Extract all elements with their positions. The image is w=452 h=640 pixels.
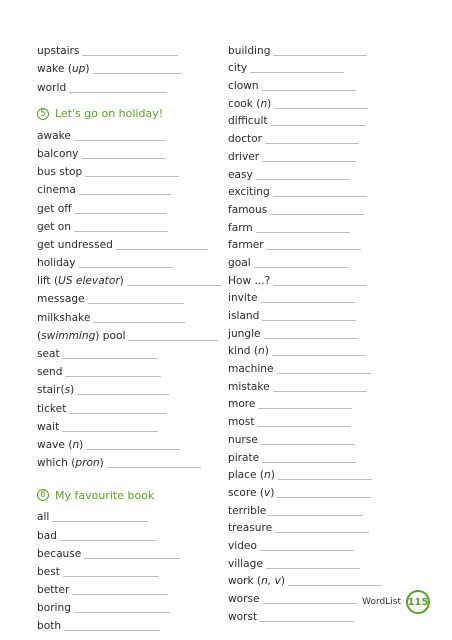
word-entry	[37, 379, 215, 397]
word-text: place (n)	[228, 469, 275, 482]
write-in-line[interactable]	[85, 176, 179, 177]
word-text: island	[228, 310, 260, 322]
write-in-line[interactable]	[256, 179, 350, 180]
word-text: (swimming) pool	[37, 329, 126, 342]
word-entry	[37, 543, 215, 561]
write-in-line[interactable]	[274, 108, 368, 109]
right-column	[228, 40, 378, 624]
write-in-line[interactable]	[93, 73, 181, 74]
write-in-line[interactable]	[262, 320, 356, 321]
word-entry	[228, 535, 378, 553]
write-in-line[interactable]	[254, 267, 348, 268]
write-in-line[interactable]	[273, 391, 367, 392]
write-in-line[interactable]	[107, 467, 201, 468]
write-in-line[interactable]	[74, 612, 170, 613]
write-in-line[interactable]	[277, 373, 371, 374]
word-entry	[228, 93, 378, 111]
write-in-line[interactable]	[262, 161, 356, 162]
word-text: worse	[228, 593, 260, 605]
word-entry	[228, 199, 378, 217]
word-entry	[37, 524, 215, 542]
write-in-line[interactable]	[52, 521, 148, 522]
word-text: terrible	[228, 504, 267, 517]
word-entry	[228, 465, 378, 483]
word-text: bus stop	[37, 166, 83, 179]
write-in-line[interactable]	[65, 376, 161, 377]
word-entry	[228, 128, 378, 146]
write-in-line[interactable]	[75, 213, 167, 214]
word-text: holiday	[37, 257, 76, 270]
write-in-line[interactable]	[74, 231, 168, 232]
write-in-line[interactable]	[275, 532, 369, 533]
write-in-line[interactable]	[256, 232, 350, 233]
write-in-line[interactable]	[64, 630, 160, 631]
word-text: milkshake	[37, 311, 91, 324]
word-entry	[228, 358, 378, 376]
word-entry	[228, 288, 378, 306]
word-text: famous	[228, 203, 268, 216]
unit-5-list	[37, 125, 215, 471]
word-text: message	[37, 293, 85, 306]
unit-6-title: My favourite book	[55, 488, 155, 502]
word-entry	[228, 75, 378, 93]
write-in-line[interactable]	[288, 585, 382, 586]
word-entry	[228, 571, 378, 589]
word-text: boring	[37, 602, 71, 615]
write-in-line[interactable]	[60, 540, 156, 541]
word-text: more	[228, 398, 256, 411]
word-entry	[37, 216, 215, 234]
word-text: mistake	[228, 380, 270, 393]
word-entry	[37, 343, 215, 361]
page-footer	[362, 590, 430, 614]
write-in-line[interactable]	[257, 426, 351, 427]
write-in-line[interactable]	[273, 55, 367, 56]
word-text: village	[228, 557, 263, 570]
word-entry	[228, 447, 378, 465]
left-top-list	[37, 40, 215, 95]
word-entry	[37, 615, 215, 633]
word-text: clown	[228, 80, 259, 93]
word-text: wake (up)	[37, 63, 90, 76]
word-text: easy	[228, 168, 253, 181]
word-entry	[228, 411, 378, 429]
word-entry	[228, 376, 378, 394]
word-text: doctor	[228, 133, 263, 146]
word-entry	[37, 125, 215, 143]
word-entry	[37, 197, 215, 215]
word-entry	[37, 234, 215, 252]
word-entry	[37, 597, 215, 615]
word-text: best	[37, 565, 60, 578]
word-text: seat	[37, 348, 60, 360]
word-text: treasure	[228, 522, 273, 535]
write-in-line[interactable]	[272, 355, 366, 356]
unit-6-list	[37, 506, 215, 633]
write-in-line[interactable]	[81, 158, 165, 159]
word-entry	[228, 394, 378, 412]
word-entry	[228, 588, 378, 606]
page-number: 115	[406, 590, 430, 614]
word-text: nurse	[228, 433, 258, 446]
word-text: building	[228, 44, 271, 57]
word-text: video	[228, 539, 257, 552]
word-entry	[37, 325, 215, 343]
word-text: kind (n)	[228, 345, 269, 358]
word-text: get on	[37, 220, 71, 233]
word-text: farmer	[228, 239, 264, 252]
word-entry	[228, 252, 378, 270]
word-entry	[228, 606, 378, 624]
write-in-line[interactable]	[74, 140, 166, 141]
word-text: lift (US elevator)	[37, 275, 124, 288]
word-text: get off	[37, 202, 72, 215]
word-entry	[37, 561, 215, 579]
word-entry	[228, 182, 378, 200]
write-in-line[interactable]	[277, 497, 371, 498]
word-text: most	[228, 416, 255, 429]
word-entry	[37, 434, 215, 452]
write-in-line[interactable]	[269, 515, 363, 516]
word-text: pirate	[228, 451, 260, 464]
word-text: stair(s)	[37, 384, 75, 397]
word-entry	[37, 452, 215, 470]
word-entry	[228, 235, 378, 253]
word-entry	[37, 179, 215, 197]
word-text: city	[228, 62, 248, 75]
write-in-line[interactable]	[86, 449, 180, 450]
write-in-line[interactable]	[79, 194, 171, 195]
word-entry	[37, 506, 215, 524]
word-entry	[37, 579, 215, 597]
word-entry	[37, 161, 215, 179]
word-text: exciting	[228, 186, 270, 199]
unit-6-heading	[37, 484, 215, 506]
word-text: invite	[228, 292, 258, 305]
word-text: machine	[228, 363, 274, 376]
write-in-line[interactable]	[69, 413, 167, 414]
write-in-line[interactable]	[77, 394, 169, 395]
word-entry	[37, 252, 215, 270]
left-column	[37, 40, 215, 633]
word-entry	[228, 482, 378, 500]
word-text: How ...?	[228, 274, 271, 287]
write-in-line[interactable]	[82, 55, 178, 56]
word-text: wave (n)	[37, 438, 84, 451]
write-in-line[interactable]	[263, 603, 357, 604]
word-text: awake	[37, 129, 71, 142]
write-in-line[interactable]	[262, 90, 356, 91]
word-entry	[37, 288, 215, 306]
word-text: work (n, v)	[228, 575, 286, 588]
word-entry	[37, 76, 215, 94]
write-in-line[interactable]	[261, 444, 355, 445]
word-entry	[228, 217, 378, 235]
word-entry	[228, 429, 378, 447]
unit-6-number: 6	[37, 489, 49, 501]
word-entry	[37, 361, 215, 379]
write-in-line[interactable]	[62, 431, 158, 432]
word-entry	[37, 143, 215, 161]
word-text: world	[37, 81, 67, 94]
word-text: goal	[228, 256, 251, 269]
word-entry	[228, 164, 378, 182]
word-text: difficult	[228, 115, 268, 128]
word-entry	[37, 270, 215, 288]
word-text: wait	[37, 420, 60, 433]
write-in-line[interactable]	[116, 249, 208, 250]
word-text: balcony	[37, 147, 79, 160]
write-in-line[interactable]	[273, 196, 367, 197]
word-text: which (pron)	[37, 457, 104, 470]
write-in-line[interactable]	[260, 621, 354, 622]
word-entry	[37, 397, 215, 415]
write-in-line[interactable]	[63, 358, 157, 359]
word-entry	[228, 323, 378, 341]
word-text: farm	[228, 221, 253, 234]
word-text: get undressed	[37, 238, 113, 251]
write-in-line[interactable]	[266, 568, 360, 569]
word-entry	[228, 305, 378, 323]
word-entry	[228, 341, 378, 359]
word-text: cinema	[37, 184, 76, 197]
write-in-line[interactable]	[261, 302, 355, 303]
word-entry	[37, 306, 215, 324]
word-text: send	[37, 366, 63, 379]
write-in-line[interactable]	[267, 249, 361, 250]
word-text: both	[37, 620, 62, 633]
write-in-line[interactable]	[79, 267, 173, 268]
write-in-line[interactable]	[271, 125, 365, 126]
word-entry	[37, 40, 215, 58]
write-in-line[interactable]	[93, 322, 185, 323]
write-in-line[interactable]	[128, 340, 218, 341]
word-text: jungle	[228, 327, 261, 340]
write-in-line[interactable]	[72, 594, 168, 595]
write-in-line[interactable]	[264, 338, 358, 339]
write-in-line[interactable]	[270, 214, 364, 215]
write-in-line[interactable]	[265, 143, 359, 144]
word-text: driver	[228, 150, 260, 163]
word-entry	[37, 416, 215, 434]
write-in-line[interactable]	[258, 408, 352, 409]
unit-5-title: Let's go on holiday!	[55, 107, 164, 121]
word-entry	[228, 553, 378, 571]
write-in-line[interactable]	[63, 576, 159, 577]
word-entry	[228, 111, 378, 129]
word-text: because	[37, 547, 82, 560]
write-in-line[interactable]	[250, 72, 344, 73]
word-text: ticket	[37, 402, 67, 415]
word-text: upstairs	[37, 45, 80, 58]
word-entry	[37, 58, 215, 76]
write-in-line[interactable]	[262, 462, 356, 463]
write-in-line[interactable]	[84, 558, 180, 559]
word-entry	[228, 500, 378, 518]
write-in-line[interactable]	[260, 550, 354, 551]
write-in-line[interactable]	[278, 479, 372, 480]
write-in-line[interactable]	[88, 303, 184, 304]
word-text: better	[37, 584, 70, 597]
word-text: score (v)	[228, 486, 275, 499]
word-text: all	[37, 511, 50, 524]
write-in-line[interactable]	[69, 92, 167, 93]
unit-5-number: 5	[37, 108, 49, 120]
word-entry	[228, 270, 378, 288]
word-text: worst	[228, 610, 258, 623]
write-in-line[interactable]	[273, 285, 367, 286]
word-text: cook (n)	[228, 97, 272, 110]
footer-label: WordList	[362, 597, 401, 607]
word-entry	[228, 58, 378, 76]
word-text: bad	[37, 529, 57, 542]
write-in-line[interactable]	[127, 285, 221, 286]
unit-5-heading	[37, 103, 215, 125]
word-entry	[228, 518, 378, 536]
word-entry	[228, 40, 378, 58]
word-entry	[228, 146, 378, 164]
